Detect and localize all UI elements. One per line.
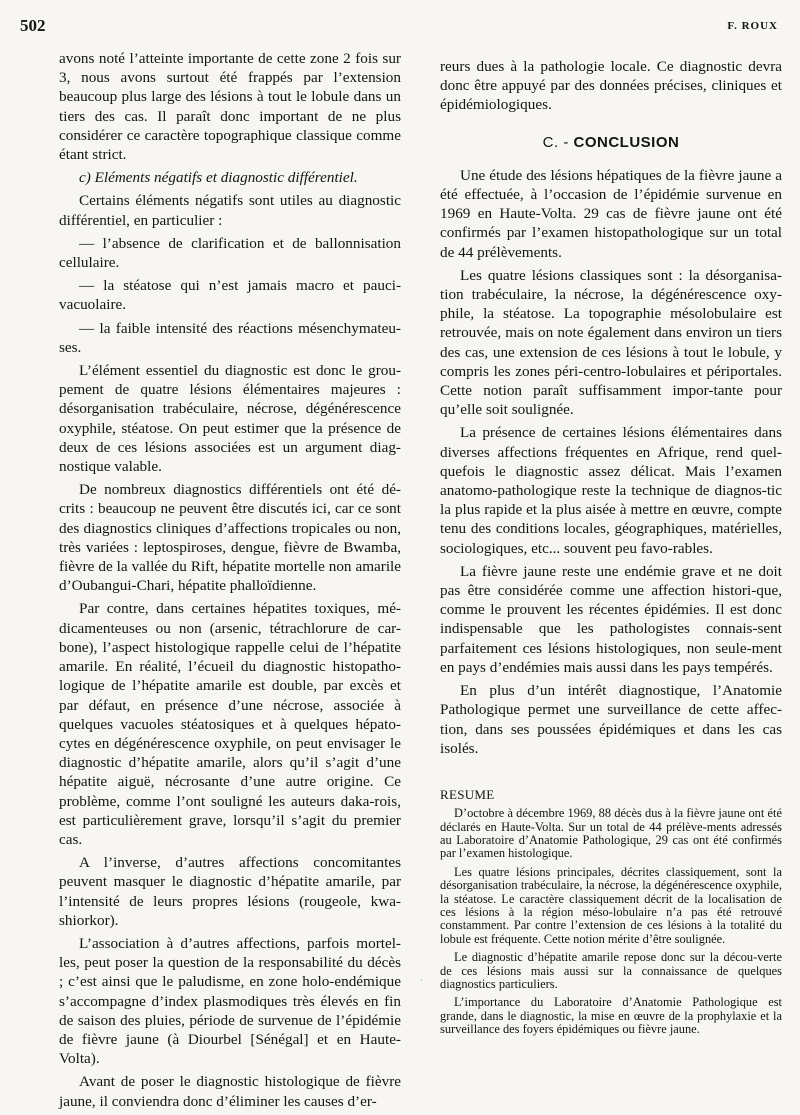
paragraph: Les quatre lésions classiques sont : la désorganisa-tion trabéculaire, la nécrose, la dégénérescence oxy-phile, la stéatose. La topographie mésolobulaire est retrouvée, mais on note également dans environ un tiers des cas, une extension de ces lésions à tout le lobule, y compris les zones péri-centro-lobulaires et périportales. Cette notion paraît suffisamment impor-tante pour qu’elle soit soulignée. <box>440 266 782 419</box>
running-header-author: F. ROUX <box>727 20 778 32</box>
left-column <box>59 49 401 1115</box>
resume-paragraph: Le diagnostic d’hépatite amarile repose donc sur la décou-verte de ces lésions mais aussi sur la connaissance de quelques diagnostics particuliers. <box>440 950 782 991</box>
paragraph: L’élément essentiel du diagnostic est donc le grou-pement de quatre lésions élémentaires majeures : désorganisation trabéculaire, nécrose, dégénérescence oxyphile, stéatose. On peut estimer que la présence de deux de ces lésions associées est un argument diag-nostique valable. <box>59 362 401 476</box>
paragraph: En plus d’un intérêt diagnostique, l’Anatomie Pathologique permet une surveillance de cette affec-tion, dans ses poussées épidémiques et dans les cas isolés. <box>440 682 782 757</box>
conclusion-heading <box>440 133 782 152</box>
paragraph: Certains éléments négatifs sont utiles au diagnostic différentiel, en particulier : <box>59 192 401 229</box>
resume-paragraph: Les quatre lésions principales, décrites classiquement, sont la désorganisation trabéculaire, la nécrose, la dégénérescence oxyphile, la stéatose. Le caractère classiquement décrit de la localisation de ces lésions à la région méso-lobulaire n’a pas été retrouvé constamment. Par contre l’extension de ces lésions à la totalité du lobule est fréquente. Cette notion mérite d’être soulignée. <box>440 864 782 946</box>
page-number: 502 <box>20 16 46 35</box>
list-item: — la faible intensité des réactions mésenchymateu-ses. <box>59 319 401 356</box>
paragraph: De nombreux diagnostics différentiels ont été dé-crits : beaucoup ne peuvent être discutés ici, car ce sont des diagnostics cliniques d’affections tropicales ou non, très variées : leptospiroses, dengue, fièvre de Bwamba, fièvre de la vallée du Rift, hépatite mortelle non amarile d’Oubangui-Chari, hépatite phalloïdienne. <box>59 481 401 595</box>
section-subheading: c) Eléments négatifs et diagnostic différentiel. <box>79 169 358 187</box>
resume-paragraph: D’octobre à décembre 1969, 88 décès dus à la fièvre jaune ont été déclarés en Haute-Volta. Sur un total de 44 prélève-ments adressés au Laboratoire d’Anatomie Pathologique, 29 cas ont été confirmés par l’examen histologique. <box>440 806 782 861</box>
print-mark: · <box>420 975 423 985</box>
paragraph: L’association à d’autres affections, parfois mortel-les, peut poser la question de la responsabilité du décès ; c’est ainsi que le paludisme, en zone holo-endémique s’accompagne d’index plasmodiques très élevés en fin de saison des pluies, période de survenue de l’épidémie de fièvre jaune (à Diourbel [Sénégal] et en Haute-Volta). <box>59 934 401 1068</box>
resume-block <box>440 807 782 1037</box>
resume-paragraph: L’importance du Laboratoire d’Anatomie Pathologique est grande, dans le diagnostic, la mise en œuvre de la prophylaxie et la surveillance des foyers épidémiques ou fièvre jaune. <box>440 995 782 1037</box>
paragraph: Avant de poser le diagnostic histologique de fièvre jaune, il conviendra donc d’éliminer les causes d’er- <box>59 1073 401 1110</box>
section-title: CONCLUSION <box>573 133 680 151</box>
resume-heading: RESUME <box>440 786 495 802</box>
section-label: C. - <box>542 133 569 151</box>
paragraph: La présence de certaines lésions élémentaires dans diverses affections fréquentes en Afrique, rend quel-quefois le diagnostic assez délicat. Mais l’examen anatomo-pathologique reste la technique de diagnos-tic la plus rapide et la plus aisée à mettre en œuvre, compte tenu des conditions locales, géographiques, matérielles, sociologiques, etc... souvent peu favo-rables. <box>440 424 782 557</box>
paragraph: Par contre, dans certaines hépatites toxiques, mé-dicamenteuses ou non (arsenic, tétrachlorure de car-bone), l’aspect histologique rappelle celui de l’hépatite amarile. En réalité, l’écueil du diagnostic histopatho-logique de l’hépatite amarile est double, par excès et par défaut, en présence d’une nécrose, associée à quelques vacuoles stéatosiques et à quelques hépato-cytes en dégénérescence oxyphile, on peut envisager le diagnostic d’hépatite amarile, alors qu’il s’agit d’une hépatite aiguë, nécrosante d’une autre origine. Ce problème, comme l’ont souligné les auteurs daka-rois, est particulièrement grave, lorsqu’il s’agit du premier cas. <box>59 600 401 848</box>
list-item: — la stéatose qui n’est jamais macro et pauci-vacuolaire. <box>59 277 401 314</box>
right-column <box>440 57 782 1042</box>
paragraph: reurs dues à la pathologie locale. Ce diagnostic devra donc être appuyé par des données précises, cliniques et épidémiologiques. <box>440 58 782 114</box>
paragraph: avons noté l’atteinte importante de cette zone 2 fois sur 3, nous avons surtout été frappés par l’extension beaucoup plus large des lésions à tout le lobule dans un tiers des cas. Il paraît donc important de ne plus considérer ce caractère topographique classique comme étant strict. <box>59 50 401 164</box>
paragraph: La fièvre jaune reste une endémie grave et ne doit pas être considérée comme une affection histori-que, comme le prouvent les récentes épidémies. Il est donc indispensable que les pathologistes connais-sent parfaitement ces lésions histologiques, non seule-ment en pays d’endémies mais aussi dans les pays tempérés. <box>440 562 782 676</box>
paragraph: Une étude des lésions hépatiques de la fièvre jaune a été effectuée, à l’occasion de l’épidémie survenue en 1969 en Haute-Volta. 29 cas de fièvre jaune ont été confirmés par l’examen histopathologique sur un total de 44 prélèvements. <box>440 166 782 261</box>
list-item: — l’absence de clarification et de ballonnisation cellulaire. <box>59 234 401 272</box>
paragraph: A l’inverse, d’autres affections concomitantes peuvent masquer le diagnostic d’hépatite amarile, par l’intensité de leurs propres lésions (rougeole, kwa-shiorkor). <box>59 854 401 929</box>
